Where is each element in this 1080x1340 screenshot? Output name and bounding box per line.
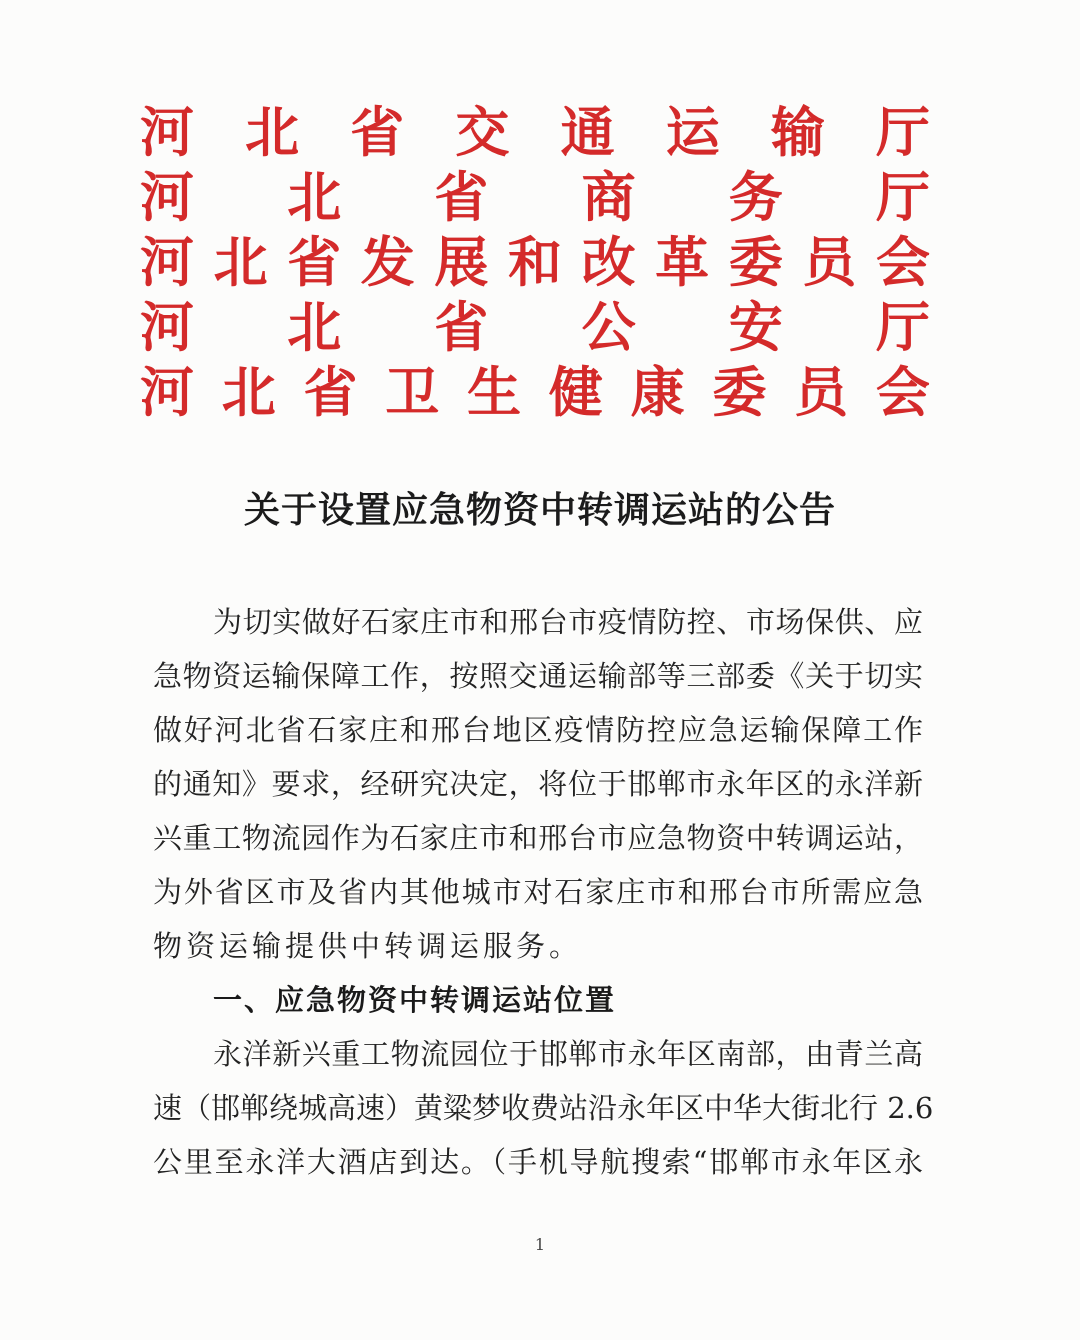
issuer-char: 康: [630, 360, 685, 424]
issuer-char: 河: [140, 360, 194, 424]
paragraph-line: 速（邯郸绕城高速）黄粱梦收费站沿永年区中华大街北行 2.6: [153, 1091, 934, 1125]
issuer-transport-department: [140, 100, 930, 165]
issuer-char: 员: [802, 230, 857, 294]
issuer-char: 河: [140, 230, 194, 294]
issuer-char: 会: [875, 360, 930, 424]
issuer-char: 发: [360, 230, 415, 294]
issuer-char: 委: [728, 230, 783, 294]
issuer-char: 员: [794, 360, 849, 424]
page-number: 1: [534, 1235, 546, 1254]
issuer-char: 省: [303, 360, 358, 424]
issuer-char: 展: [434, 230, 489, 294]
issuer-public-security-department: [140, 295, 930, 360]
issuer-char: 北: [287, 295, 342, 359]
issuer-char: 北: [221, 360, 276, 424]
issuer-char: 输: [770, 100, 825, 164]
issuer-char: 厅: [875, 295, 930, 359]
issuer-char: 商: [581, 165, 636, 229]
paragraph-line: 永洋新兴重工物流园位于邯郸市永年区南部，由青兰高: [213, 1037, 923, 1071]
paragraph-line: 物资运输提供中转调运服务。: [153, 929, 583, 963]
issuer-health-commission: [140, 360, 930, 425]
issuer-char: 安: [728, 295, 783, 359]
issuer-char: 和: [507, 230, 562, 294]
issuer-char: 公: [581, 295, 636, 359]
paragraph-line: 的通知》要求，经研究决定，将位于邯郸市永年区的永洋新: [153, 767, 923, 801]
issuer-char: 生: [467, 360, 522, 424]
issuer-char: 河: [140, 295, 194, 359]
issuer-char: 省: [434, 295, 489, 359]
section-heading: 一、应急物资中转调运站位置: [213, 983, 617, 1017]
issuer-char: 会: [875, 230, 930, 294]
issuer-char: 北: [287, 165, 342, 229]
issuer-char: 运: [665, 100, 720, 164]
issuer-char: 通: [560, 100, 615, 164]
paragraph-line: 为外省区市及省内其他城市对石家庄市和邢台市所需应急: [153, 875, 923, 909]
paragraph-line: 为切实做好石家庄市和邢台市疫情防控、市场保供、应: [213, 605, 923, 639]
issuer-char: 务: [728, 165, 783, 229]
issuer-char: 省: [434, 165, 489, 229]
paragraph-line: 急物资运输保障工作，按照交通运输部等三部委《关于切实: [153, 659, 923, 693]
paragraph-line: 做好河北省石家庄和邢台地区疫情防控应急运输保障工作: [153, 713, 923, 747]
issuer-char: 委: [712, 360, 767, 424]
issuer-char: 厅: [875, 165, 930, 229]
issuer-char: 健: [548, 360, 603, 424]
issuer-char: 河: [140, 100, 194, 164]
issuer-char: 北: [213, 230, 268, 294]
issuer-char: 河: [140, 165, 194, 229]
issuer-char: 革: [655, 230, 710, 294]
issuer-char: 省: [350, 100, 405, 164]
issuer-char: 卫: [385, 360, 440, 424]
issuer-char: 厅: [875, 100, 930, 164]
document-title: 关于设置应急物资中转调运站的公告: [243, 490, 836, 531]
document-body: [153, 595, 934, 1189]
paragraph-line: 公里至永洋大酒店到达。（手机导航搜索“邯郸市永年区永: [153, 1145, 923, 1179]
issuer-commerce-department: [140, 165, 930, 230]
issuer-char: 交: [455, 100, 510, 164]
paragraph-line: 兴重工物流园作为石家庄市和邢台市应急物资中转调运站，: [153, 821, 923, 855]
issuer-development-reform-commission: [140, 230, 930, 295]
issuing-authorities-header: [140, 100, 930, 425]
issuer-char: 省: [287, 230, 342, 294]
issuer-char: 北: [245, 100, 300, 164]
issuer-char: 改: [581, 230, 636, 294]
